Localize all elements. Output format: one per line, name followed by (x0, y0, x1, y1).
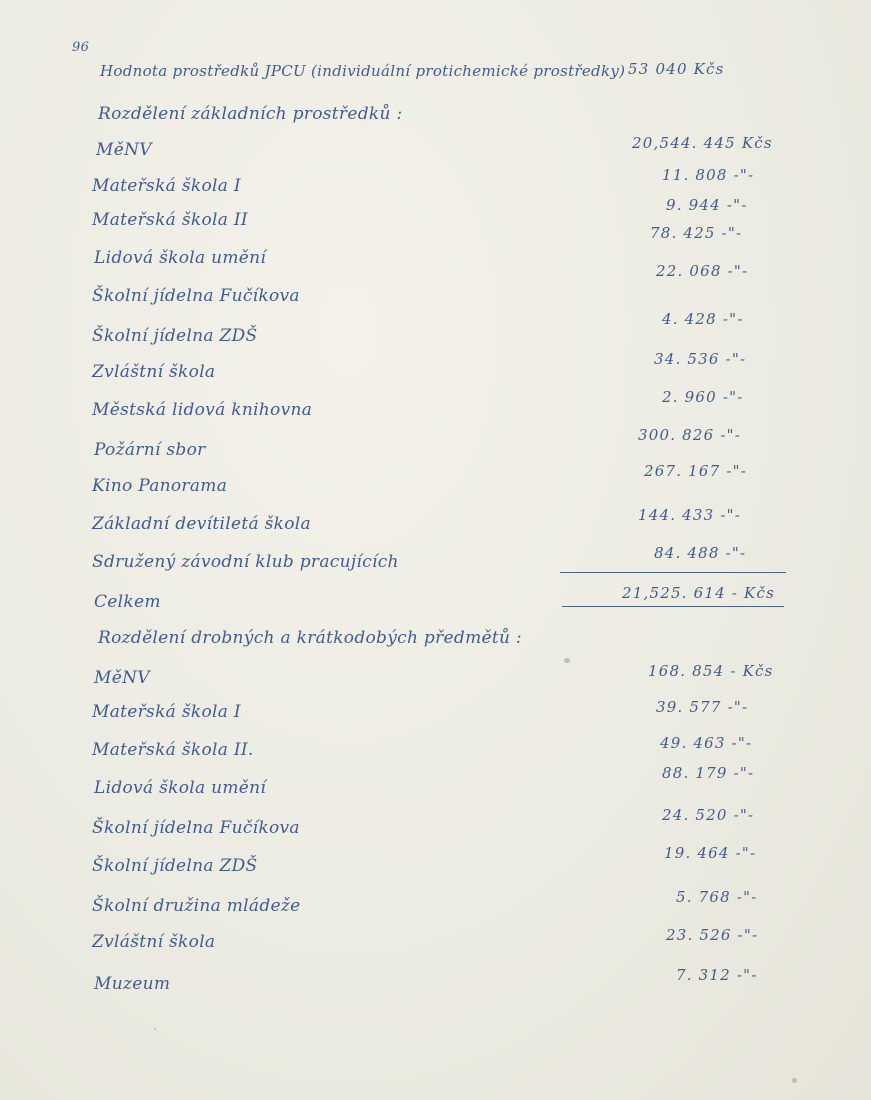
small-row-amount: 24. 520 -"- (662, 806, 755, 824)
small-row-label: Muzeum (94, 974, 171, 994)
fixed-row-amount: 9. 944 -"- (666, 196, 748, 214)
small-row-label: Školní jídelna ZDŠ (92, 856, 258, 876)
page-number: 96 (72, 40, 90, 55)
fixed-row-amount: 144. 433 -"- (638, 506, 742, 524)
small-row-amount: 5. 768 -"- (676, 888, 758, 906)
small-items-heading: Rozdělení drobných a krátkodobých předmětů : (98, 628, 522, 648)
fixed-row-label: MěNV (96, 140, 152, 160)
paper-speck (154, 1028, 156, 1030)
fixed-row-label: Sdružený závodní klub pracujících (92, 552, 399, 572)
fixed-row-amount: 267. 167 -"- (644, 462, 748, 480)
header-label: Hodnota prostředků JPCU (individuální protichemické prostředky) (100, 62, 626, 80)
small-row-amount: 23. 526 -"- (666, 926, 759, 944)
small-row-label: Školní družina mládeže (92, 896, 301, 916)
total-amount: 21,525. 614 - Kčs (622, 584, 775, 602)
small-row-label: MěNV (94, 668, 150, 688)
small-row-amount: 7. 312 -"- (676, 966, 758, 984)
fixed-row-label: Mateřská škola II (92, 210, 248, 230)
fixed-row-label: Požární sbor (94, 440, 206, 460)
fixed-row-label: Zvláštní škola (92, 362, 216, 382)
fixed-row-amount: 4. 428 -"- (662, 310, 744, 328)
fixed-row-amount: 78. 425 -"- (650, 224, 743, 242)
small-row-amount: 168. 854 - Kčs (648, 662, 774, 680)
fixed-assets-heading: Rozdělení základních prostředků : (98, 104, 403, 124)
small-row-amount: 39. 577 -"- (656, 698, 749, 716)
fixed-row-label: Mateřská škola I (92, 176, 241, 196)
fixed-row-label: Školní jídelna ZDŠ (92, 326, 258, 346)
small-row-label: Lidová škola umění (94, 778, 267, 798)
paper-speck (792, 1078, 797, 1083)
fixed-row-amount: 20,544. 445 Kčs (632, 134, 773, 152)
subtotal-rule (560, 572, 786, 573)
fixed-row-amount: 300. 826 -"- (638, 426, 742, 444)
fixed-row-amount: 11. 808 -"- (662, 166, 755, 184)
fixed-row-label: Kino Panorama (92, 476, 228, 496)
paper-speck (564, 658, 570, 663)
fixed-row-amount: 22. 068 -"- (656, 262, 749, 280)
fixed-row-label: Lidová škola umění (94, 248, 267, 268)
total-rule (562, 606, 784, 607)
fixed-row-label: Městská lidová knihovna (92, 400, 313, 420)
fixed-row-amount: 2. 960 -"- (662, 388, 744, 406)
small-row-label: Mateřská škola I (92, 702, 241, 722)
fixed-row-label: Školní jídelna Fučíkova (92, 286, 300, 306)
total-label: Celkem (94, 592, 161, 612)
small-row-label: Mateřská škola II. (92, 740, 254, 760)
fixed-row-amount: 84. 488 -"- (654, 544, 747, 562)
small-row-label: Školní jídelna Fučíkova (92, 818, 300, 838)
small-row-label: Zvláštní škola (92, 932, 216, 952)
fixed-row-amount: 34. 536 -"- (654, 350, 747, 368)
header-amount: 53 040 Kčs (628, 60, 725, 78)
small-row-amount: 19. 464 -"- (664, 844, 757, 862)
fixed-row-label: Základní devítiletá škola (92, 514, 311, 534)
small-row-amount: 49. 463 -"- (660, 734, 753, 752)
small-row-amount: 88. 179 -"- (662, 764, 755, 782)
